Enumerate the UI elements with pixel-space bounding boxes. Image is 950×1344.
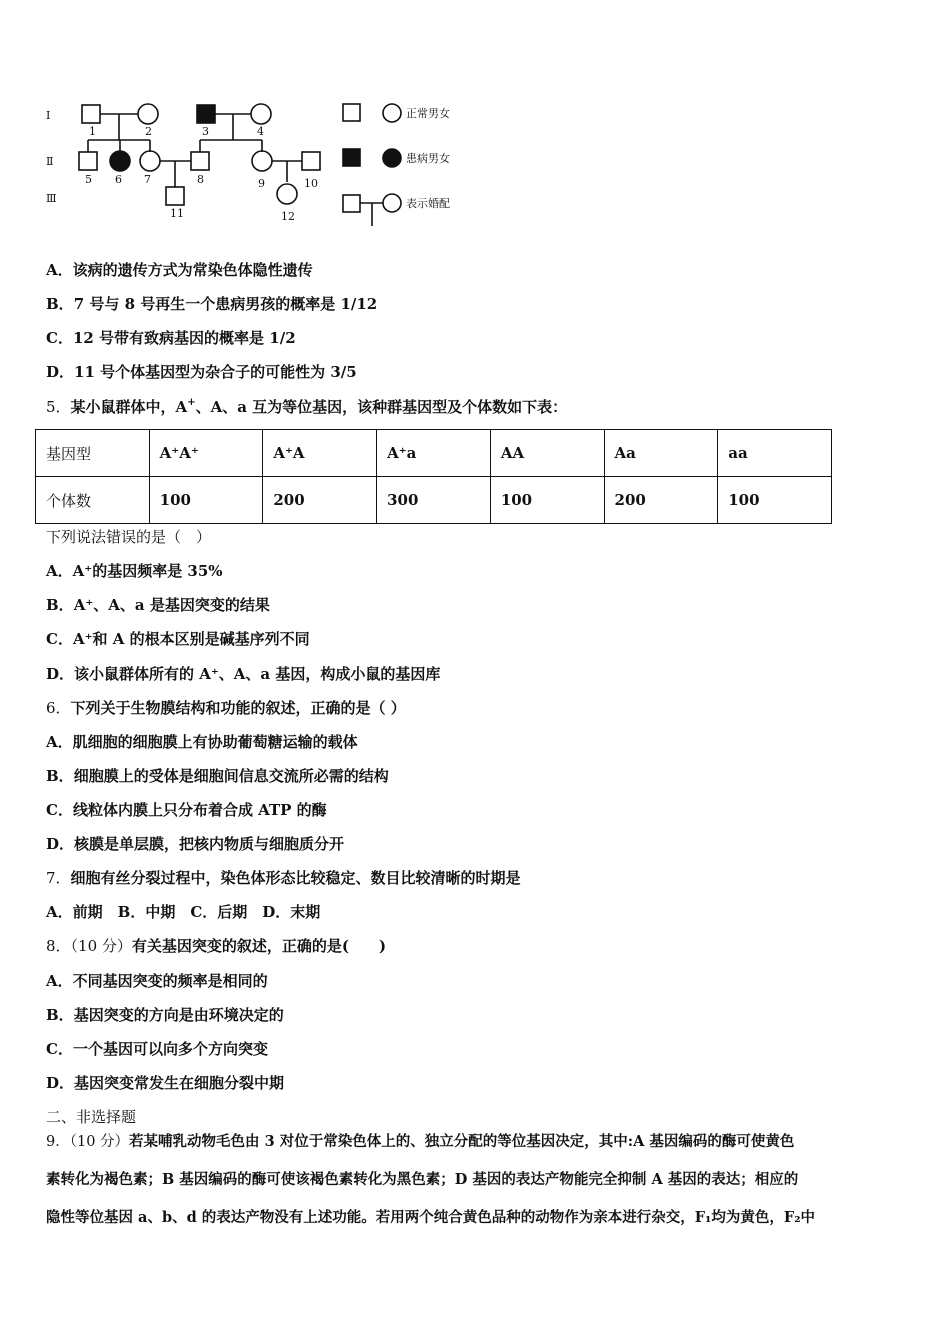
legend-normal-male <box>343 104 360 121</box>
legend-normal-female <box>383 104 401 122</box>
individual-6 <box>110 151 130 171</box>
q4-option-a: A．该病的遗传方式为常染色体隐性遗传 <box>46 261 313 279</box>
q7-options: A．前期 B．中期 C．后期 D．末期 <box>46 903 321 921</box>
table-cell: 200 <box>263 477 377 524</box>
individual-5 <box>79 152 97 170</box>
q8-option-d: D．基因突变常发生在细胞分裂中期 <box>46 1074 285 1092</box>
individual-11 <box>166 187 184 205</box>
q6-option-a: A．肌细胞的细胞膜上有协助葡萄糖运输的载体 <box>46 733 358 751</box>
table-cell: 100 <box>490 477 604 524</box>
table-cell: 100 <box>718 477 832 524</box>
label-1: 1 <box>89 125 96 138</box>
q6-stem: 6．下列关于生物膜结构和功能的叙述，正确的是（ ） <box>46 699 406 717</box>
q5-prompt: 下列说法错误的是（ ） <box>46 528 212 546</box>
pedigree-chart <box>40 92 480 232</box>
label-10: 10 <box>304 177 318 190</box>
individual-3 <box>197 105 215 123</box>
q9-line-2: 素转化为褐色素；B 基因编码的酶可使该褐色素转化为黑色素；D 基因的表达产物能完全抑制 A 基因的表达；相应的 <box>46 1171 799 1188</box>
legend-marriage-label: 表示婚配 <box>406 197 450 210</box>
individual-7 <box>140 151 160 171</box>
individual-9 <box>252 151 272 171</box>
table-cell: Aa <box>604 430 718 477</box>
legend-affected-female <box>383 149 401 167</box>
q9-line-1: 9．（10 分）若某哺乳动物毛色由 3 对位于常染色体上的、独立分配的等位基因决定，其中:A 基因编码的酶可使黄色 <box>46 1133 795 1150</box>
table-cell: aa <box>718 430 832 477</box>
individual-12 <box>277 184 297 204</box>
q5-option-b: B．A⁺、A、a 是基因突变的结果 <box>46 596 270 614</box>
individual-10 <box>302 152 320 170</box>
table-row <box>36 477 832 524</box>
label-12: 12 <box>281 210 295 223</box>
label-3: 3 <box>202 125 209 138</box>
q6-option-c: C．线粒体内膜上只分布着合成 ATP 的酶 <box>46 801 327 819</box>
q5-option-a: A．A⁺的基因频率是 35% <box>46 562 223 580</box>
label-5: 5 <box>85 173 92 186</box>
label-6: 6 <box>115 173 122 186</box>
q5-option-c: C．A⁺和 A 的根本区别是碱基序列不同 <box>46 630 310 648</box>
q8-option-b: B．基因突变的方向是由环境决定的 <box>46 1006 284 1024</box>
label-11: 11 <box>170 207 184 220</box>
table-cell: 300 <box>377 477 491 524</box>
label-4: 4 <box>257 125 264 138</box>
q4-option-b: B．7 号与 8 号再生一个患病男孩的概率是 1/12 <box>46 295 378 313</box>
legend-affected-label: 患病男女 <box>406 152 450 165</box>
q8-option-c: C．一个基因可以向多个方向突变 <box>46 1040 268 1058</box>
table-header-genotype: 基因型 <box>36 430 150 477</box>
section-title: 二、非选择题 <box>46 1108 137 1126</box>
q8-stem: 8．（10 分）有关基因突变的叙述，正确的是( ) <box>46 937 387 955</box>
individual-1 <box>82 105 100 123</box>
legend-marriage-female <box>383 194 401 212</box>
table-cell: A⁺A <box>263 430 377 477</box>
q5-stem: 5．某小鼠群体中，A+、A、a 互为等位基因，该种群基因型及个体数如下表： <box>46 397 568 416</box>
table-cell: A⁺a <box>377 430 491 477</box>
gen-label-1: Ⅰ <box>46 109 51 122</box>
q4-option-c: C．12 号带有致病基因的概率是 1/2 <box>46 329 296 347</box>
individual-2 <box>138 104 158 124</box>
label-7: 7 <box>144 173 151 186</box>
q6-option-d: D．核膜是单层膜，把核内物质与细胞质分开 <box>46 835 345 853</box>
q9-line-3: 隐性等位基因 a、b、d 的表达产物没有上述功能。若用两个纯合黄色品种的动物作为亲本进行杂交，F₁均为黄色，F₂中 <box>46 1209 816 1226</box>
table-cell: AA <box>490 430 604 477</box>
label-9: 9 <box>258 177 265 190</box>
q5-option-d: D．该小鼠群体所有的 A⁺、A、a 基因，构成小鼠的基因库 <box>46 665 441 683</box>
individual-4 <box>251 104 271 124</box>
q7-stem: 7．细胞有丝分裂过程中，染色体形态比较稳定、数目比较清晰的时期是 <box>46 869 521 887</box>
legend-marriage-male <box>343 195 360 212</box>
table-row <box>36 430 832 477</box>
table-cell: A⁺A⁺ <box>149 430 263 477</box>
q6-option-b: B．细胞膜上的受体是细胞间信息交流所必需的结构 <box>46 767 389 785</box>
q4-option-d: D．11 号个体基因型为杂合子的可能性为 3/5 <box>46 363 357 381</box>
gen-label-2: Ⅱ <box>46 155 54 168</box>
label-8: 8 <box>197 173 204 186</box>
table-cell: 200 <box>604 477 718 524</box>
label-2: 2 <box>145 125 152 138</box>
table-header-count: 个体数 <box>36 477 150 524</box>
q8-option-a: A．不同基因突变的频率是相同的 <box>46 972 268 990</box>
legend-normal-label: 正常男女 <box>406 107 450 120</box>
genotype-table <box>35 429 832 524</box>
legend-affected-male <box>343 149 360 166</box>
gen-label-3: Ⅲ <box>46 192 57 205</box>
individual-8 <box>191 152 209 170</box>
table-cell: 100 <box>149 477 263 524</box>
